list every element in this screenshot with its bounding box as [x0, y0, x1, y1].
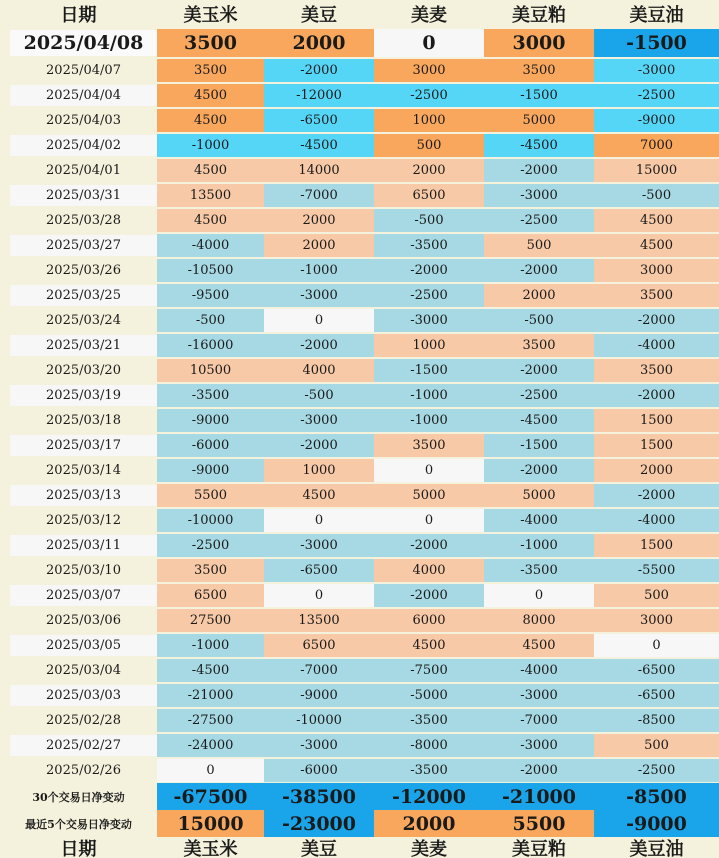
value-cell: 4500: [157, 109, 264, 132]
value-cell: 3000: [374, 59, 484, 82]
value-cell: -7000: [484, 709, 594, 732]
value-cell: -1500: [484, 434, 594, 457]
value-cell: -7000: [264, 184, 374, 207]
value-cell: 2000: [264, 234, 374, 257]
value-cell: -3500: [374, 759, 484, 782]
value-cell: 8000: [484, 609, 594, 632]
value-cell: 500: [484, 234, 594, 257]
row-date: 2025/03/11: [10, 535, 157, 556]
row-date: 2025/02/28: [10, 710, 157, 731]
value-cell: -10000: [264, 709, 374, 732]
value-cell: 5000: [484, 109, 594, 132]
header-commodity: 美豆: [301, 5, 337, 26]
value-cell: 1500: [594, 409, 719, 432]
value-cell: -21000: [157, 684, 264, 707]
value-cell: 0: [264, 584, 374, 607]
value-cell: -2000: [484, 759, 594, 782]
value-cell: -7500: [374, 659, 484, 682]
value-cell: -1000: [374, 384, 484, 407]
value-cell: -3000: [264, 734, 374, 757]
row-date: 2025/04/04: [10, 85, 157, 106]
row-date: 2025/03/17: [10, 435, 157, 456]
value-cell: -9500: [157, 284, 264, 307]
value-cell: 15000: [594, 159, 719, 182]
value-cell: -10500: [157, 259, 264, 282]
value-cell: -500: [594, 184, 719, 207]
row-date: 2025/03/04: [10, 660, 157, 681]
value-cell: -2500: [374, 284, 484, 307]
value-cell: -2000: [484, 459, 594, 482]
row-date: 2025/03/27: [10, 235, 157, 256]
value-cell: -4000: [157, 234, 264, 257]
header-commodity: 美豆油: [629, 5, 684, 26]
value-cell: -2000: [484, 259, 594, 282]
value-cell: -3000: [374, 309, 484, 332]
value-cell: -3000: [484, 684, 594, 707]
row-date: 2025/03/06: [10, 610, 157, 631]
row-date: 2025/03/21: [10, 335, 157, 356]
value-cell: 1000: [264, 459, 374, 482]
value-cell: -3000: [594, 59, 719, 82]
value-cell: -3000: [264, 534, 374, 557]
value-cell: 3000: [594, 609, 719, 632]
summary-value: -12000: [374, 783, 484, 810]
value-cell: 500: [374, 134, 484, 157]
value-cell: 27500: [157, 609, 264, 632]
value-cell: -3500: [374, 234, 484, 257]
value-cell: -6500: [264, 109, 374, 132]
value-cell: -27500: [157, 709, 264, 732]
footer-commodity: 美豆油: [629, 838, 684, 858]
header-commodity: 美麦: [411, 5, 447, 26]
summary-value: 5500: [484, 810, 594, 837]
value-cell: -4000: [594, 334, 719, 357]
value-cell: 5500: [157, 484, 264, 507]
value-cell: 6500: [157, 584, 264, 607]
row-date: 2025/04/01: [10, 160, 157, 181]
value-cell: -6500: [594, 684, 719, 707]
value-cell: 6500: [264, 634, 374, 657]
value-cell: -3500: [374, 709, 484, 732]
value-cell: -4500: [264, 134, 374, 157]
value-cell: -6500: [264, 559, 374, 582]
value-cell: 0: [374, 459, 484, 482]
value-cell: -2000: [484, 359, 594, 382]
value-cell: 2000: [264, 29, 374, 57]
row-date: 2025/04/07: [10, 60, 157, 81]
value-cell: 3500: [157, 59, 264, 82]
value-cell: 4500: [594, 209, 719, 232]
value-cell: 0: [264, 509, 374, 532]
row-date: 2025/03/07: [10, 585, 157, 606]
value-cell: -3000: [484, 184, 594, 207]
value-cell: 13500: [157, 184, 264, 207]
value-cell: 4500: [484, 634, 594, 657]
value-cell: 13500: [264, 609, 374, 632]
value-cell: -2000: [484, 159, 594, 182]
value-cell: 14000: [264, 159, 374, 182]
value-cell: 1500: [594, 434, 719, 457]
value-cell: -2500: [484, 384, 594, 407]
value-cell: -500: [157, 309, 264, 332]
value-cell: 5000: [374, 484, 484, 507]
value-cell: -2500: [594, 84, 719, 107]
value-cell: -3500: [157, 384, 264, 407]
summary-label: 30个交易日净变动: [32, 790, 125, 804]
value-cell: -9000: [594, 109, 719, 132]
value-cell: 2000: [484, 284, 594, 307]
value-cell: -4500: [157, 659, 264, 682]
value-cell: -2000: [264, 59, 374, 82]
summary-value: -8500: [594, 783, 719, 810]
header-commodity: 美玉米: [183, 5, 238, 26]
value-cell: 4000: [374, 559, 484, 582]
row-date: 2025/03/13: [10, 485, 157, 506]
value-cell: -2500: [484, 209, 594, 232]
footer-commodity: 美玉米: [183, 838, 238, 858]
value-cell: -500: [264, 384, 374, 407]
value-cell: -2000: [594, 484, 719, 507]
value-cell: 0: [157, 759, 264, 782]
value-cell: 3500: [594, 359, 719, 382]
value-cell: -6500: [594, 659, 719, 682]
value-cell: -2500: [594, 759, 719, 782]
row-date: 2025/03/20: [10, 360, 157, 381]
value-cell: -2000: [594, 384, 719, 407]
value-cell: -2000: [374, 584, 484, 607]
value-cell: -16000: [157, 334, 264, 357]
summary-value: -38500: [264, 783, 374, 810]
row-date: 2025/03/14: [10, 460, 157, 481]
value-cell: -4500: [484, 134, 594, 157]
row-date: 2025/02/27: [10, 735, 157, 756]
value-cell: 2000: [594, 459, 719, 482]
footer-commodity: 美豆粕: [512, 838, 566, 858]
row-date: 2025/03/19: [10, 385, 157, 406]
row-date: 2025/03/18: [10, 410, 157, 431]
row-date: 2025/03/31: [10, 185, 157, 206]
value-cell: 1000: [374, 109, 484, 132]
value-cell: -9000: [157, 409, 264, 432]
value-cell: -12000: [264, 84, 374, 107]
value-cell: -2000: [594, 309, 719, 332]
value-cell: -1000: [484, 534, 594, 557]
value-cell: -2000: [374, 259, 484, 282]
value-cell: 0: [374, 29, 484, 57]
value-cell: -2500: [374, 84, 484, 107]
value-cell: -3500: [484, 559, 594, 582]
value-cell: 3000: [594, 259, 719, 282]
value-cell: -8500: [594, 709, 719, 732]
value-cell: 0: [484, 584, 594, 607]
value-cell: -1500: [374, 359, 484, 382]
value-cell: 0: [264, 309, 374, 332]
value-cell: 3500: [157, 559, 264, 582]
value-cell: 4500: [594, 234, 719, 257]
value-cell: 5000: [484, 484, 594, 507]
value-cell: 3500: [594, 284, 719, 307]
value-cell: -8000: [374, 734, 484, 757]
value-cell: 3500: [484, 59, 594, 82]
value-cell: -3000: [264, 409, 374, 432]
value-cell: 2000: [374, 159, 484, 182]
summary-value: 15000: [157, 810, 264, 837]
value-cell: 3500: [484, 334, 594, 357]
summary-value: -67500: [157, 783, 264, 810]
value-cell: 500: [594, 584, 719, 607]
value-cell: 6000: [374, 609, 484, 632]
value-cell: 2000: [264, 209, 374, 232]
value-cell: -1500: [484, 84, 594, 107]
row-date: 2025/03/10: [10, 560, 157, 581]
value-cell: 4500: [157, 84, 264, 107]
value-cell: 0: [374, 509, 484, 532]
row-date: 2025/04/03: [10, 110, 157, 131]
value-cell: -6000: [157, 434, 264, 457]
value-cell: 6500: [374, 184, 484, 207]
value-cell: -1000: [157, 134, 264, 157]
row-date: 2025/04/08: [10, 30, 157, 56]
row-date: 2025/03/12: [10, 510, 157, 531]
value-cell: -4000: [484, 659, 594, 682]
summary-value: -21000: [484, 783, 594, 810]
value-cell: -500: [484, 309, 594, 332]
row-date: 2025/03/26: [10, 260, 157, 281]
value-cell: -6000: [264, 759, 374, 782]
value-cell: -500: [374, 209, 484, 232]
value-cell: -24000: [157, 734, 264, 757]
value-cell: -1500: [594, 29, 719, 57]
value-cell: -1000: [264, 259, 374, 282]
value-cell: -1000: [374, 409, 484, 432]
value-cell: 1500: [594, 534, 719, 557]
value-cell: -2500: [157, 534, 264, 557]
value-cell: 7000: [594, 134, 719, 157]
row-date: 2025/04/02: [10, 135, 157, 156]
value-cell: -9000: [157, 459, 264, 482]
value-cell: 4500: [157, 209, 264, 232]
row-date: 2025/03/03: [10, 685, 157, 706]
footer-date: 日期: [60, 838, 97, 858]
value-cell: -2000: [374, 534, 484, 557]
value-cell: 4000: [264, 359, 374, 382]
value-cell: 4500: [374, 634, 484, 657]
value-cell: -5500: [594, 559, 719, 582]
header-commodity: 美豆粕: [512, 5, 566, 26]
value-cell: -2000: [264, 434, 374, 457]
value-cell: -3000: [264, 284, 374, 307]
header-date: 日期: [60, 5, 97, 26]
summary-value: -9000: [594, 810, 719, 837]
value-cell: 1000: [374, 334, 484, 357]
value-cell: -7000: [264, 659, 374, 682]
value-cell: -10000: [157, 509, 264, 532]
row-date: 2025/03/25: [10, 285, 157, 306]
row-date: 2025/02/26: [10, 760, 157, 781]
summary-value: -23000: [264, 810, 374, 837]
footer-commodity: 美豆: [301, 838, 337, 858]
summary-value: 2000: [374, 810, 484, 837]
row-date: 2025/03/28: [10, 210, 157, 231]
value-cell: -5000: [374, 684, 484, 707]
footer-commodity: 美麦: [411, 838, 447, 858]
value-cell: 500: [594, 734, 719, 757]
value-cell: -2000: [264, 334, 374, 357]
value-cell: 0: [594, 634, 719, 657]
value-cell: -4000: [484, 509, 594, 532]
value-cell: -1000: [157, 634, 264, 657]
value-cell: 4500: [157, 159, 264, 182]
value-cell: 3000: [484, 29, 594, 57]
value-cell: 3500: [157, 29, 264, 57]
value-cell: -3000: [484, 734, 594, 757]
value-cell: -9000: [264, 684, 374, 707]
value-cell: 4500: [264, 484, 374, 507]
value-cell: -4000: [594, 509, 719, 532]
value-cell: 10500: [157, 359, 264, 382]
row-date: 2025/03/05: [10, 635, 157, 656]
summary-label: 最近5个交易日净变动: [25, 817, 132, 831]
value-cell: 3500: [374, 434, 484, 457]
value-cell: -4500: [484, 409, 594, 432]
row-date: 2025/03/24: [10, 310, 157, 331]
